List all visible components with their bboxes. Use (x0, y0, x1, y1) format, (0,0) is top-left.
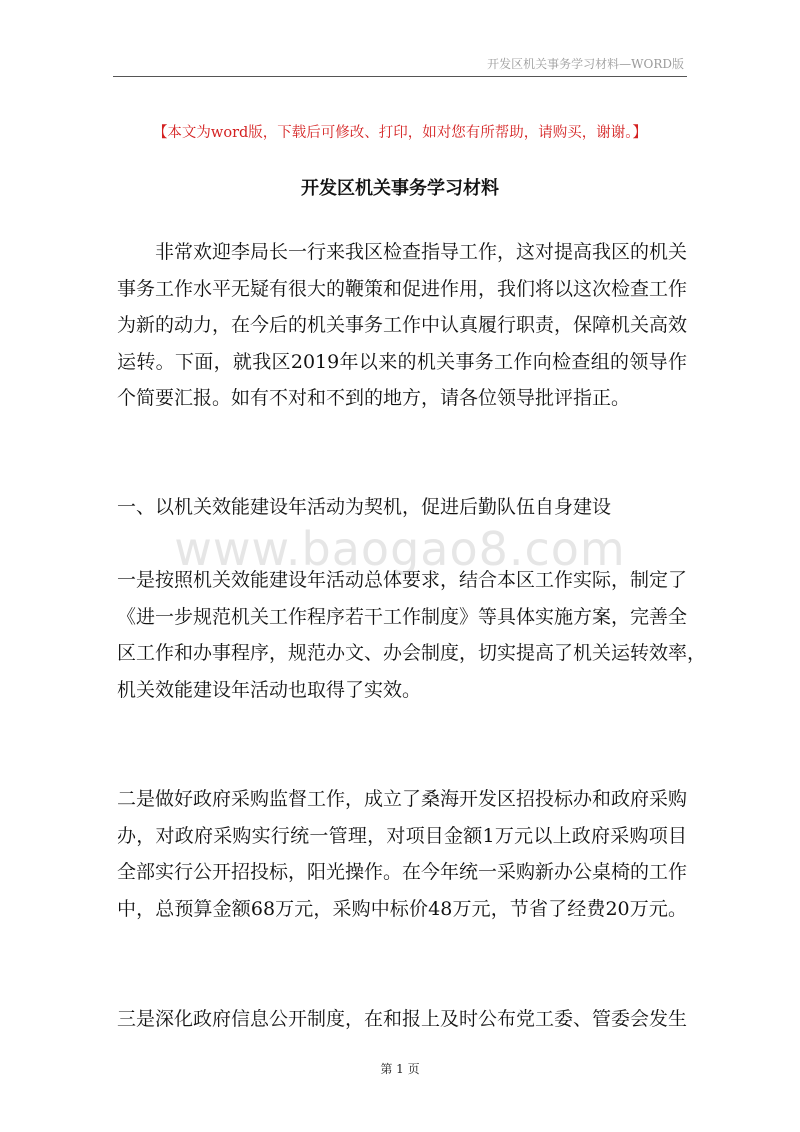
page-number: 第 1 页 (380, 1062, 420, 1076)
text-line: 为新的动力，在今后的机关事务工作中认真履行职责，保障机关高效 (117, 314, 688, 336)
text-line: 运转。下面，就我区2019年以来的机关事务工作向检查组的领导作 (117, 350, 687, 373)
item-paragraph-2 (117, 781, 687, 927)
text-line: 二是做好政府采购监督工作，成立了桑海开发区招投标办和政府采购 (117, 788, 688, 810)
text-line: 办，对政府采购实行统一管理，对项目金额1万元以上政府采购项目 (117, 824, 687, 847)
text-line: 全部实行公开招投标，阳光操作。在今年统一采购新办公桌椅的工作 (117, 861, 688, 883)
text-line: 《进一步规范机关工作程序若干工作制度》等具体实施方案，完善全 (117, 605, 688, 628)
text-line: 区工作和办事程序，规范办文、办会制度，切实提高了机关运转效率， (117, 642, 707, 664)
text-line: 个简要汇报。如有不对和不到的地方，请各位领导批评指正。 (117, 387, 631, 409)
item-paragraph-1 (117, 562, 707, 708)
watermark: www.baogao8.com (174, 522, 626, 576)
text-line: 一、以机关效能建设年活动为契机，促进后勤队伍自身建设 (117, 496, 612, 518)
text-line: 三是深化政府信息公开制度，在和报上及时公布党工委、管委会发生 (117, 1008, 688, 1030)
document-title: 开发区机关事务学习材料 (301, 178, 499, 199)
text-line: 一是按照机关效能建设年活动总体要求，结合本区工作实际，制定了 (117, 569, 688, 591)
section-heading-1 (117, 489, 687, 526)
header-rule (113, 76, 687, 77)
text-line: 中，总预算金额68万元，采购中标价48万元，节省了经费20万元。 (117, 897, 687, 920)
text-line: 机关效能建设年活动也取得了实效。 (117, 678, 422, 701)
running-header: 开发区机关事务学习材料—WORD版 (487, 57, 684, 71)
intro-paragraph (117, 234, 687, 417)
item-paragraph-3 (117, 1001, 687, 1038)
text-line: 事务工作水平无疑有很大的鞭策和促进作用，我们将以这次检查工作 (117, 277, 688, 300)
purchase-notice: 【本文为word版，下载后可修改、打印，如对您有所帮助，请购买，谢谢。】 (152, 125, 648, 141)
text-line: 非常欢迎李局长一行来我区检查指导工作，这对提高我区的机关 (155, 241, 688, 263)
